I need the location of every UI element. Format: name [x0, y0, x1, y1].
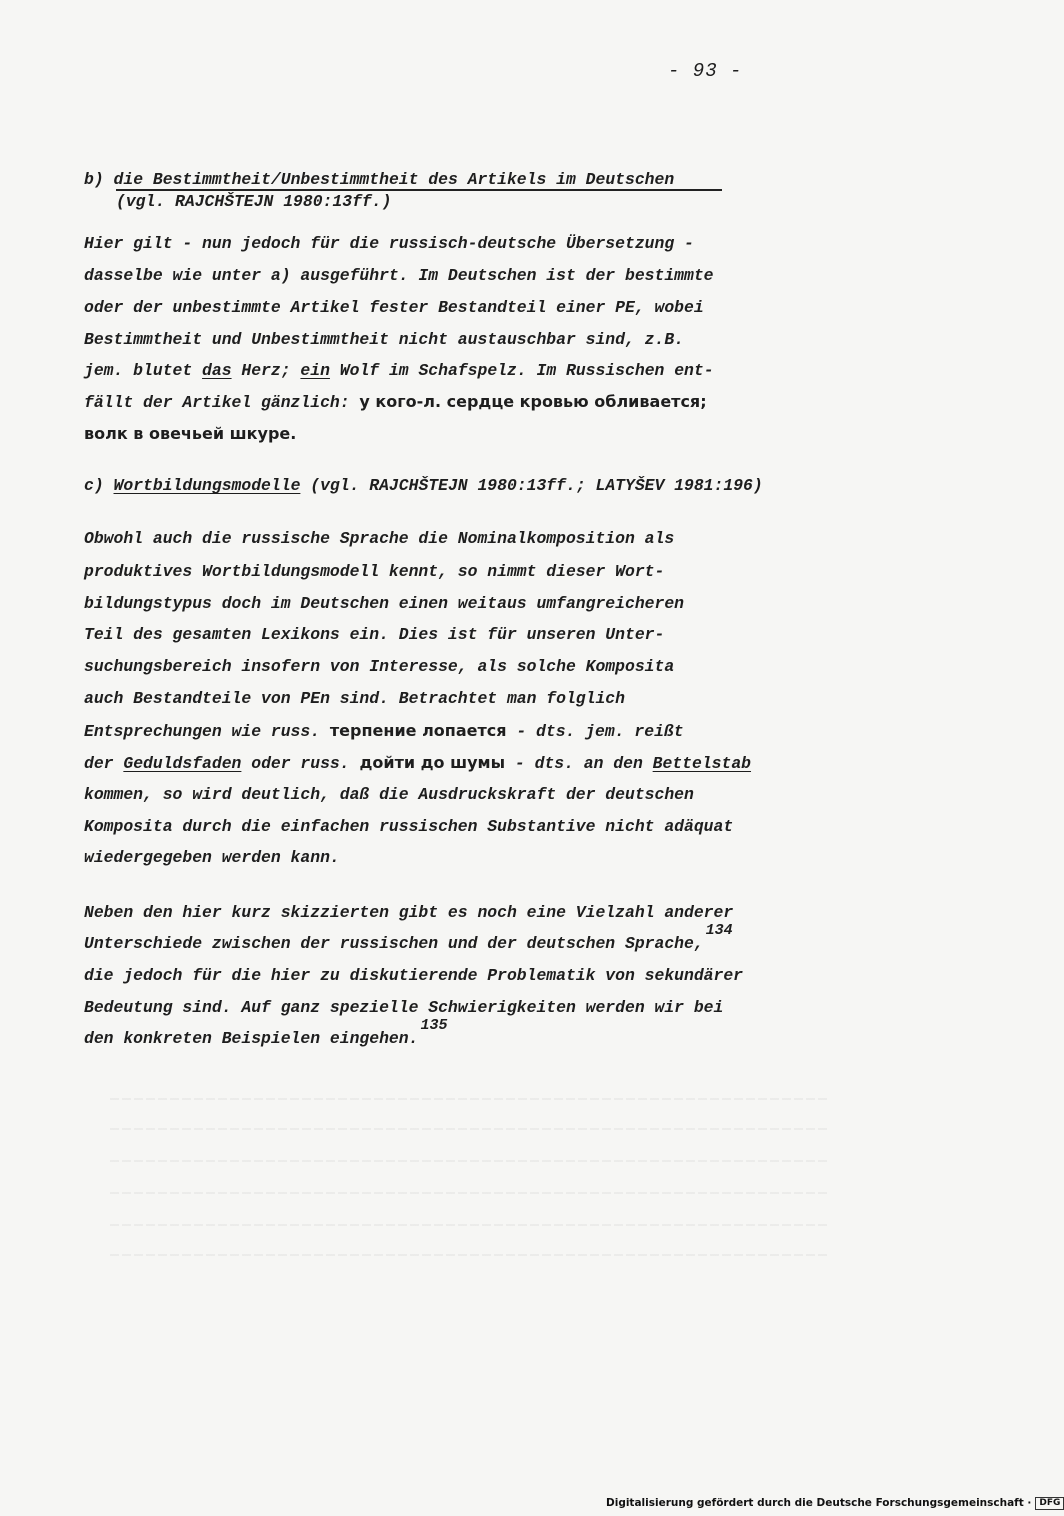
paragraph-line	[84, 424, 296, 445]
bleed-through-line	[110, 1160, 830, 1162]
paragraph-line: Neben den hier kurz skizzierten gibt es noch eine Vielzahl anderer	[84, 903, 734, 922]
paragraph-line: oder der unbestimmte Artikel fester Bestandteil einer PE, wobei	[84, 298, 704, 317]
section-c-heading	[84, 476, 763, 496]
text-run: fällt der Artikel gänzlich:	[84, 393, 360, 412]
text-run: der	[84, 754, 124, 773]
text-run: Entsprechungen wie russ.	[84, 722, 330, 741]
bleed-through-line	[110, 1128, 830, 1130]
paragraph-line: auch Bestandteile von PEn sind. Betrachtet man folglich	[84, 689, 625, 708]
paragraph-line: Hier gilt - nun jedoch für die russisch-deutsche Übersetzung -	[84, 234, 694, 253]
paragraph-line: Bestimmtheit und Unbestimmtheit nicht austauschbar sind, z.B.	[84, 330, 684, 349]
footnote-marker: 134	[705, 922, 733, 939]
paragraph-line: dasselbe wie unter a) ausgeführt. Im Deutschen ist der bestimmte	[84, 266, 714, 285]
text-run: den konkreten Beispielen eingehen.	[84, 1029, 419, 1048]
bleed-through-line	[110, 1192, 830, 1194]
section-b-citation: (vgl. RAJCHŠTEJN 1980:13ff.)	[116, 192, 392, 211]
text-run: Herz;	[231, 361, 301, 380]
paragraph-line: Bedeutung sind. Auf ganz spezielle Schwierigkeiten werden wir bei	[84, 998, 724, 1017]
footnote-marker: 135	[420, 1017, 448, 1034]
paragraph-line: suchungsbereich insofern von Interesse, als solche Komposita	[84, 657, 675, 676]
underlined-term: Bettelstab	[652, 754, 752, 773]
russian-text: волк в овечьей шкуре.	[84, 424, 297, 443]
underlined-term: ein	[300, 361, 330, 380]
paragraph-line: wiedergegeben werden kann.	[84, 848, 340, 867]
paragraph-line	[84, 922, 733, 955]
bleed-through-line	[110, 1254, 830, 1256]
paragraph-line: Komposita durch die einfachen russischen Substantive nicht adäquat	[84, 817, 734, 836]
russian-text: дойти до шумы	[359, 753, 506, 772]
dfg-logo: DFG	[1035, 1497, 1064, 1510]
russian-text: у кого-л. сердце кровью обливается;	[359, 392, 707, 411]
underlined-term: das	[202, 361, 232, 380]
section-b-heading	[84, 170, 674, 190]
text-run: - dts. an den	[505, 754, 653, 773]
section-c-title: Wortbildungsmodelle	[113, 476, 301, 495]
footer-text: Digitalisierung gefördert durch die Deutsche Forschungsgemeinschaft ·	[606, 1497, 1032, 1509]
text-run: Unterschiede zwischen der russischen und der deutschen Sprache,	[84, 934, 704, 953]
digitization-footer	[606, 1497, 1064, 1510]
paragraph-line: produktives Wortbildungsmodell kennt, so nimmt dieser Wort-	[84, 562, 665, 581]
paragraph-line: kommen, so wird deutlich, daß die Ausdruckskraft der deutschen	[84, 785, 694, 804]
bleed-through-line	[110, 1224, 830, 1226]
section-b-prefix: b)	[84, 170, 104, 189]
paragraph-line: die jedoch für die hier zu diskutierende Problematik von sekundärer	[84, 966, 744, 985]
paragraph-line	[84, 361, 714, 381]
paragraph-line: bildungstypus doch im Deutschen einen weitaus umfangreicheren	[84, 594, 684, 613]
page-number: - 93 -	[668, 60, 743, 82]
section-b-underline	[116, 189, 722, 191]
text-run: jem. blutet	[84, 361, 203, 380]
underlined-term: Geduldsfaden	[123, 754, 242, 773]
russian-text: терпение лопается	[329, 721, 507, 740]
text-run: oder russ.	[241, 754, 360, 773]
paragraph-line: Teil des gesamten Lexikons ein. Dies ist für unseren Unter-	[84, 625, 665, 644]
section-c-prefix: c)	[84, 476, 114, 495]
bleed-through-line	[110, 1098, 830, 1100]
paragraph-line	[84, 753, 751, 774]
section-b-title: die Bestimmtheit/Unbestimmtheit des Artikels im Deutschen	[113, 170, 675, 189]
paragraph-line: Obwohl auch die russische Sprache die Nominalkomposition als	[84, 529, 675, 548]
text-run: Wolf im Schafspelz. Im Russischen ent-	[329, 361, 714, 380]
section-c-citation: (vgl. RAJCHŠTEJN 1980:13ff.; LATYŠEV 1981:196)	[300, 476, 763, 495]
text-run: - dts. jem. reißt	[506, 722, 684, 741]
paragraph-line	[84, 1017, 448, 1050]
paragraph-line	[84, 392, 707, 413]
paragraph-line	[84, 721, 684, 742]
